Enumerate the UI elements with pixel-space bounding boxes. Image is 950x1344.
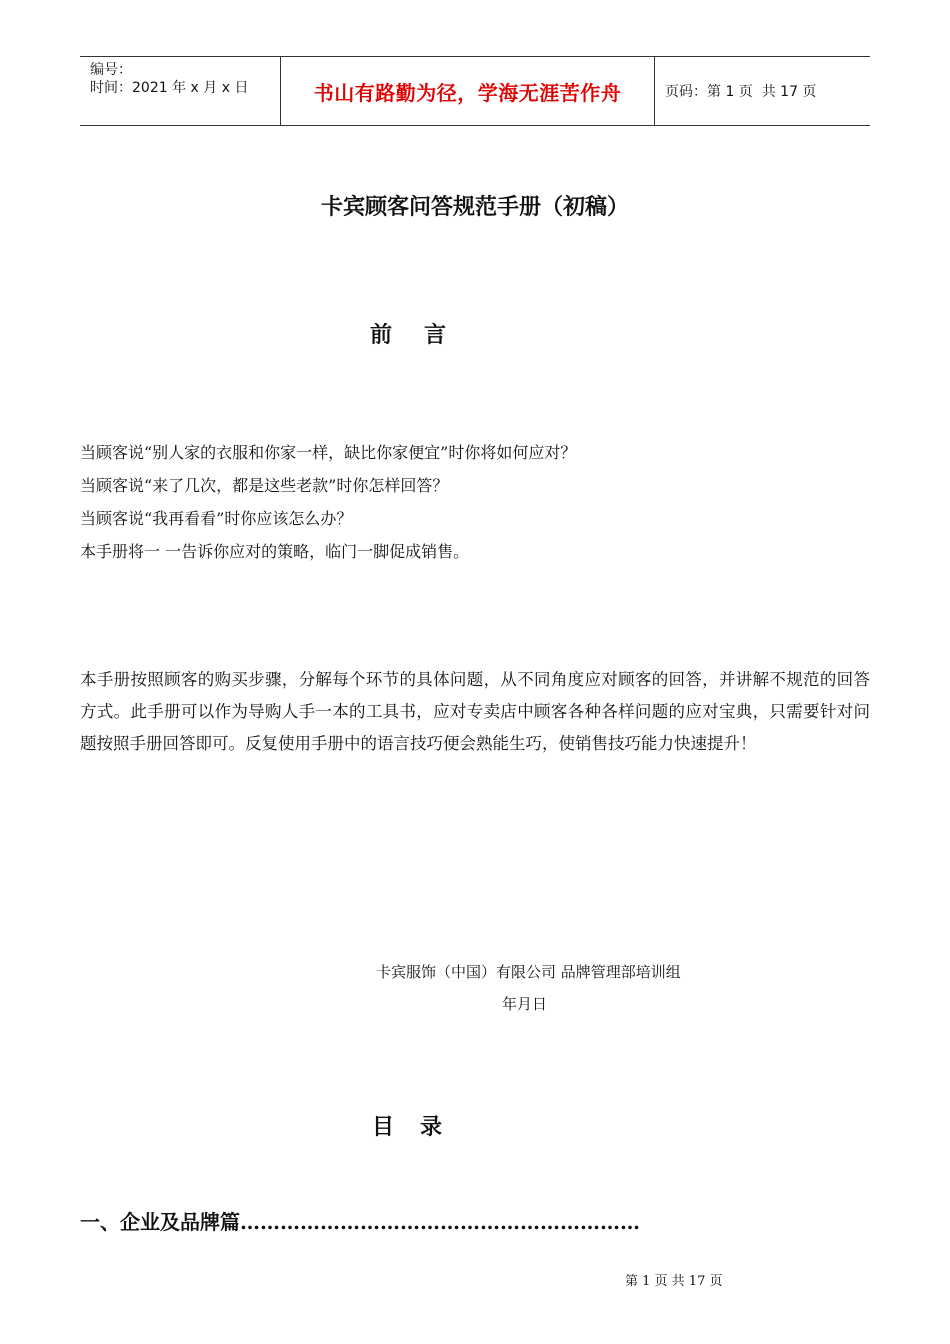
page-footer: 第 1 页 共 17 页	[625, 1274, 723, 1289]
header-page-info: 页码：第 1 页 共 17 页	[665, 84, 817, 100]
signature-date: 年月日	[502, 995, 548, 1013]
company-signature: 卡宾服饰（中国）有限公司 品牌管理部培训组	[376, 963, 681, 981]
page-header	[80, 56, 870, 126]
toc-entry[interactable]: 一、企业及品牌篇……………………………………………………	[80, 1210, 640, 1234]
document-title: 卡宾顾客问答规范手册（初稿）	[320, 194, 629, 220]
preface-question-3: 当顾客说“我再看看”时你应该怎么办？	[80, 509, 353, 528]
header-time-label: 时间：2021 年 x 月 x 日	[90, 80, 249, 96]
preface-heading: 前言	[370, 322, 479, 348]
preface-summary-line: 本手册将一 一告诉你应对的策略，临门一脚促成销售。	[80, 542, 470, 561]
header-page-cell	[655, 57, 870, 125]
header-number-label: 编号：	[90, 62, 132, 78]
preface-question-1: 当顾客说“别人家的衣服和你家一样，缺比你家便宜”时你将如何应对？	[80, 443, 577, 462]
header-motto: 书山有路勤为径，学海无涯苦作舟	[281, 57, 655, 125]
preface-paragraph: 本手册按照顾客的购买步骤，分解每个环节的具体问题，从不同角度应对顾客的回答，并讲解不规范的回答方式。此手册可以作为导购人手一本的工具书，应对专卖店中顾客各种各样问题的应对宝典，只需要针对问题按照手册回答即可。反复使用手册中的语言技巧便会熟能生巧，使销售技巧能力快速提升！	[80, 670, 870, 753]
toc-heading: 目录	[372, 1114, 469, 1140]
preface-question-2: 当顾客说“来了几次，都是这些老款”时你怎样回答？	[80, 476, 449, 495]
header-meta	[80, 57, 281, 125]
